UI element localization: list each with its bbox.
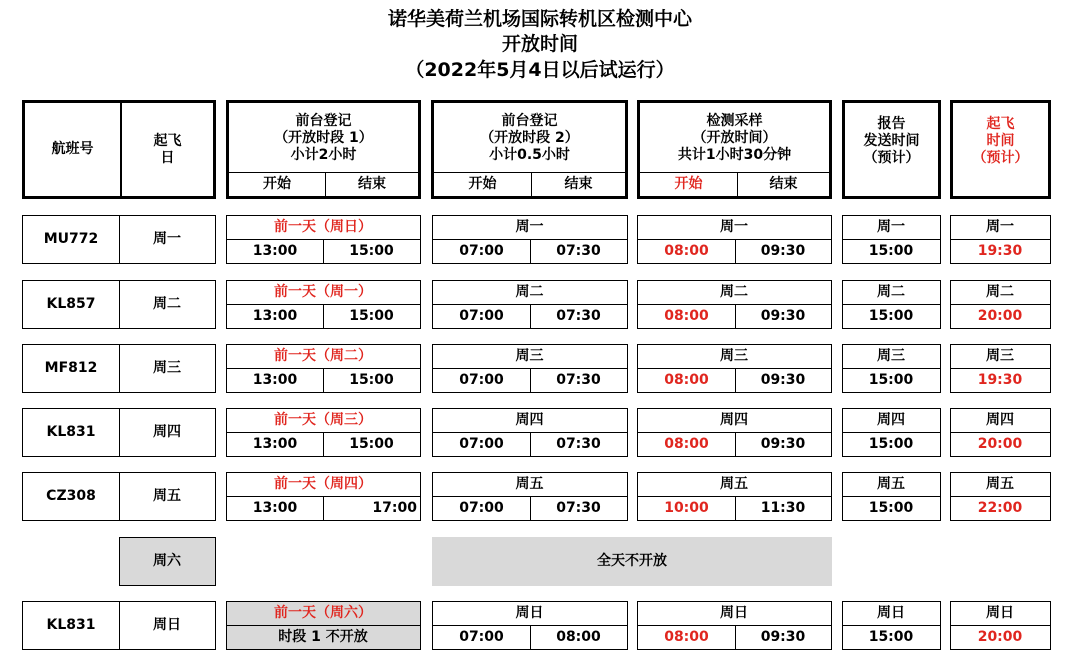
- departure-time: 时间: [986, 133, 1015, 149]
- departure-time: 19:30: [977, 371, 1023, 388]
- sunday-checkin-2-day: 周日: [515, 605, 544, 621]
- flight-number: MU772: [43, 230, 99, 247]
- row-departure: [950, 280, 1051, 329]
- header-checkin-2: [431, 100, 628, 199]
- sampling-end: 09:30: [760, 242, 806, 259]
- departure-day: 周三: [153, 359, 181, 376]
- departure-time: 22:00: [977, 499, 1023, 516]
- row-checkin-1: [226, 215, 421, 264]
- checkin-1-end: 17:00: [372, 499, 417, 516]
- header-departure: [950, 100, 1051, 199]
- header-sampling-title: [640, 106, 829, 170]
- header-start: 开始: [468, 176, 497, 192]
- checkin-1-start: 13:00: [252, 371, 298, 388]
- row-report: [842, 344, 941, 393]
- header-flight: 航班号: [51, 141, 94, 157]
- report-estimated: （预计）: [863, 150, 920, 166]
- departure-day-label: 周四: [986, 412, 1014, 428]
- report-label: 报告: [877, 116, 906, 132]
- saturday-day: 周六: [153, 552, 181, 569]
- row-sampling: [637, 280, 832, 329]
- row-checkin-1: [226, 472, 421, 521]
- row-report: [842, 408, 941, 457]
- checkin-1-end: 15:00: [349, 242, 394, 259]
- sampling-label: 检测采样: [706, 112, 763, 129]
- sunday-departure-time: 20:00: [977, 628, 1023, 645]
- sampling-end: 11:30: [760, 499, 806, 516]
- header-flight-day: [22, 100, 216, 199]
- report-send-time: 发送时间: [863, 133, 920, 149]
- checkin-2-end: 07:30: [556, 307, 601, 324]
- header-sampling: [637, 100, 832, 199]
- checkin-2-start: 07:00: [459, 499, 504, 516]
- checkin-1-start: 13:00: [252, 499, 298, 516]
- departure-day: 周二: [153, 295, 181, 312]
- departure-day: 周五: [153, 487, 181, 504]
- row-flight-day: [22, 215, 216, 264]
- checkin-2-day: 周一: [515, 219, 544, 235]
- header-report: [842, 100, 941, 199]
- sampling-day: 周五: [720, 476, 748, 492]
- checkin-2-day: 周四: [515, 412, 544, 428]
- checkin-1-day: 前一天（周四）: [274, 476, 372, 492]
- sunday-checkin-2: [432, 601, 628, 650]
- checkin-1-day: 前一天（周日）: [274, 219, 372, 235]
- row-sampling: [637, 344, 832, 393]
- sunday-flight-day: [22, 601, 216, 650]
- row-flight-day: [22, 280, 216, 329]
- header-start: 开始: [263, 176, 291, 192]
- row-checkin-1: [226, 280, 421, 329]
- sampling-period: （开放时间）: [692, 129, 777, 146]
- checkin-1-end: 15:00: [349, 307, 394, 324]
- sunday-day: 周日: [153, 616, 181, 633]
- header-day-line1: 起飞: [153, 132, 182, 149]
- sunday-checkin-2-start: 07:00: [459, 628, 504, 645]
- header-departure-title: [953, 103, 1048, 196]
- row-departure: [950, 472, 1051, 521]
- report-time: 15:00: [868, 242, 914, 259]
- row-checkin-2: [432, 280, 628, 329]
- departure-time: 20:00: [977, 307, 1023, 324]
- checkin-2-start: 07:00: [459, 307, 504, 324]
- row-report: [842, 215, 941, 264]
- sunday-sampling-start: 08:00: [664, 628, 709, 645]
- row-flight-day: [22, 472, 216, 521]
- header-start: 开始: [674, 176, 703, 192]
- sunday-checkin-1-note: 时段 1 不开放: [278, 628, 368, 645]
- header-report-title: [845, 103, 938, 196]
- checkin-2-end: 07:30: [556, 499, 601, 516]
- flight-number: KL857: [46, 295, 96, 312]
- sunday-flight: KL831: [46, 616, 96, 633]
- sampling-start: 08:00: [664, 307, 709, 324]
- checkin-1-day: 前一天（周三）: [274, 412, 372, 428]
- sampling-end: 09:30: [760, 307, 806, 324]
- sampling-day: 周三: [720, 348, 748, 364]
- checkin-1-day: 前一天（周二）: [274, 348, 372, 364]
- checkin-1-day: 前一天（周一）: [274, 284, 372, 300]
- departure-label: 起飞: [986, 116, 1015, 132]
- departure-estimated: （预计）: [972, 150, 1029, 166]
- row-sampling: [637, 472, 832, 521]
- report-day: 周一: [877, 219, 905, 235]
- report-time: 15:00: [868, 307, 914, 324]
- checkin-1-start: 13:00: [252, 307, 298, 324]
- sunday-departure: [950, 601, 1051, 650]
- row-departure: [950, 344, 1051, 393]
- page-subtitle: 开放时间: [501, 33, 578, 55]
- header-checkin-1: [226, 100, 421, 199]
- departure-day-label: 周一: [986, 219, 1014, 235]
- header-checkin-2-title: [434, 106, 625, 170]
- sampling-start: 10:00: [664, 499, 709, 516]
- row-report: [842, 280, 941, 329]
- checkin-1-start: 13:00: [252, 435, 298, 452]
- checkin-2-end: 07:30: [556, 242, 601, 259]
- checkin-2-day: 周五: [515, 476, 544, 492]
- departure-day-label: 周二: [986, 284, 1014, 300]
- departure-day: 周四: [153, 423, 181, 440]
- row-flight-day: [22, 408, 216, 457]
- sampling-end: 09:30: [760, 435, 806, 452]
- sunday-sampling: [637, 601, 832, 650]
- row-departure: [950, 215, 1051, 264]
- flight-number: MF812: [44, 359, 98, 376]
- saturday-closed-banner: [432, 537, 832, 586]
- report-day: 周四: [877, 412, 905, 428]
- checkin-2-start: 07:00: [459, 371, 504, 388]
- checkin-2-period: （开放时段 2）: [480, 129, 579, 146]
- sampling-day: 周四: [720, 412, 748, 428]
- sunday-sampling-day: 周日: [720, 605, 748, 621]
- row-flight-day: [22, 344, 216, 393]
- checkin-2-subtotal: 小计0.5小时: [489, 146, 570, 163]
- checkin-1-period: （开放时段 1）: [274, 129, 373, 146]
- checkin-1-start: 13:00: [252, 242, 298, 259]
- report-day: 周五: [877, 476, 905, 492]
- row-checkin-1: [226, 408, 421, 457]
- header-end: 结束: [769, 176, 798, 192]
- row-sampling: [637, 215, 832, 264]
- saturday-closed-text: 全天不开放: [597, 553, 667, 569]
- sampling-day: 周一: [720, 219, 748, 235]
- checkin-1-label: 前台登记: [295, 112, 352, 129]
- row-report: [842, 472, 941, 521]
- sunday-sampling-end: 09:30: [760, 628, 806, 645]
- flight-number: KL831: [46, 423, 96, 440]
- checkin-2-day: 周三: [515, 348, 544, 364]
- report-time: 15:00: [868, 499, 914, 516]
- row-checkin-2: [432, 472, 628, 521]
- header-end: 结束: [358, 176, 386, 192]
- checkin-2-label: 前台登记: [501, 112, 558, 129]
- page-note: （2022年5月4日以后试运行）: [405, 59, 675, 81]
- report-day: 周二: [877, 284, 905, 300]
- sampling-start: 08:00: [664, 435, 709, 452]
- page-title: 诺华美荷兰机场国际转机区检测中心: [387, 8, 692, 30]
- sampling-total: 共计1小时30分钟: [677, 146, 792, 163]
- row-sampling: [637, 408, 832, 457]
- flight-number: CZ308: [46, 487, 96, 504]
- row-checkin-2: [432, 344, 628, 393]
- sampling-end: 09:30: [760, 371, 806, 388]
- sunday-departure-day: 周日: [986, 605, 1014, 621]
- departure-time: 19:30: [977, 242, 1023, 259]
- sunday-report-time: 15:00: [868, 628, 914, 645]
- checkin-2-end: 07:30: [556, 371, 601, 388]
- header-checkin-1-title: [229, 106, 418, 170]
- sampling-start: 08:00: [664, 371, 709, 388]
- checkin-2-start: 07:00: [459, 242, 504, 259]
- checkin-1-subtotal: 小计2小时: [290, 146, 357, 163]
- sunday-checkin-1: [226, 601, 421, 650]
- checkin-2-day: 周二: [515, 284, 544, 300]
- departure-time: 20:00: [977, 435, 1023, 452]
- report-time: 15:00: [868, 371, 914, 388]
- sampling-day: 周二: [720, 284, 748, 300]
- departure-day-label: 周三: [986, 348, 1014, 364]
- header-day: [122, 103, 213, 196]
- sunday-checkin-1-day: 前一天（周六）: [274, 605, 372, 621]
- checkin-2-end: 07:30: [556, 435, 601, 452]
- saturday-day-cell: [119, 537, 216, 586]
- sunday-checkin-2-end: 08:00: [556, 628, 601, 645]
- sampling-start: 08:00: [664, 242, 709, 259]
- report-time: 15:00: [868, 435, 914, 452]
- row-checkin-2: [432, 408, 628, 457]
- row-checkin-2: [432, 215, 628, 264]
- row-departure: [950, 408, 1051, 457]
- row-checkin-1: [226, 344, 421, 393]
- checkin-1-end: 15:00: [349, 435, 394, 452]
- departure-day: 周一: [153, 230, 181, 247]
- sunday-report: [842, 601, 941, 650]
- departure-day-label: 周五: [986, 476, 1014, 492]
- header-end: 结束: [564, 176, 593, 192]
- checkin-2-start: 07:00: [459, 435, 504, 452]
- sunday-report-day: 周日: [877, 605, 905, 621]
- report-day: 周三: [877, 348, 905, 364]
- header-day-line2: 日: [160, 149, 175, 166]
- checkin-1-end: 15:00: [349, 371, 394, 388]
